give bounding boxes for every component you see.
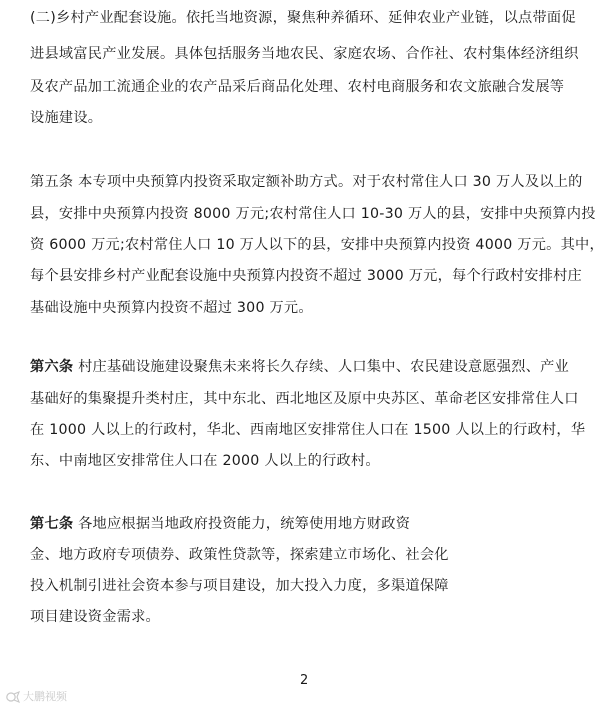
- paragraph-1-line-2: 进县域富民产业发展。具体包括服务当地农民、家庭农场、合作社、农村集体经济组织: [30, 46, 579, 62]
- article-5-line-5: 基础设施中央预算内投资不超过 300 万元。: [30, 300, 313, 316]
- article-6-line-4: 东、中南地区安排常住人口在 2000 人以上的行政村。: [30, 453, 380, 469]
- watermark-text: 大鹏视频: [23, 690, 67, 703]
- article-6-heading: 第六条: [30, 359, 74, 375]
- paragraph-1-line-3: 及农产品加工流通企业的农产品采后商品化处理、农村电商服务和农文旅融合发展等: [30, 79, 565, 95]
- paragraph-1-line-4: 设施建设。: [30, 110, 103, 126]
- article-7-line-3: 投入机制引进社会资本参与项目建设，加大投入力度，多渠道保障: [30, 578, 449, 594]
- article-6-line-1: [30, 357, 569, 377]
- watermark: [6, 690, 67, 704]
- article-5-line-3: 资 6000 万元;农村常住人口 10 万人以下的县，安排中央预算内投资 4000 万元。其中，: [30, 237, 604, 253]
- article-6-line-3: 在 1000 人以上的行政村，华北、西南地区安排常住人口在 1500 人以上的行政村，华: [30, 422, 586, 438]
- article-7-heading: 第七条: [30, 516, 74, 532]
- watermark-logo-icon: [6, 691, 20, 703]
- article-5-line-4: 每个县安排乡村产业配套设施中央预算内投资不超过 3000 万元，每个行政村安排村庄: [30, 268, 582, 284]
- article-6-line-1-text: 村庄基础设施建设聚焦未来将长久存续、人口集中、农民建设意愿强烈、产业: [73, 359, 569, 375]
- article-5-line-1: 第五条 本专项中央预算内投资采取定额补助方式。对于农村常住人口 30 万人及以上的: [30, 174, 583, 190]
- page-number: 2: [300, 673, 309, 688]
- article-7-line-1-text: 各地应根据当地政府投资能力，统筹使用地方财政资: [73, 516, 411, 532]
- article-6-line-2: 基础好的集聚提升类村庄，其中东北、西北地区及原中央苏区、革命老区安排常住人口: [30, 391, 579, 407]
- article-5-line-2: 县，安排中央预算内投资 8000 万元;农村常住人口 10-30 万人的县，安排中央预算内投: [30, 206, 596, 222]
- paragraph-1-line-1: (二)乡村产业配套设施。依托当地资源，聚焦种养循环、延伸农业产业链，以点带面促: [30, 10, 576, 26]
- article-7-line-4: 项目建设资金需求。: [30, 609, 160, 625]
- article-7-line-1: [30, 514, 410, 534]
- article-7-line-2: 金、地方政府专项债券、政策性贷款等，探索建立市场化、社会化: [30, 547, 449, 563]
